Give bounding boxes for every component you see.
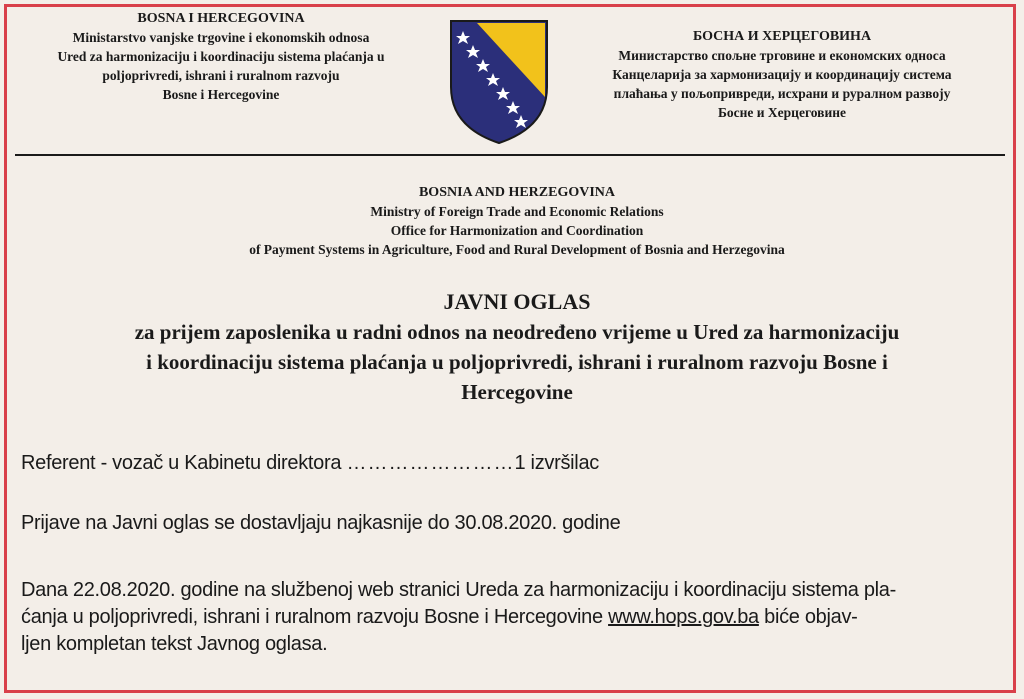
header-right-line4: Босне и Херцеговине [717, 105, 847, 120]
position-name: Referent - vozač u Kabinetu direktora [21, 452, 342, 474]
header-left-line2: Ured za harmonizaciju i koordinaciju sistema plaćanja u [57, 49, 385, 64]
coat-of-arms-icon [447, 17, 551, 147]
announcement-title [47, 287, 987, 407]
deadline-text: Prijave na Javni oglas se dostavljaju najkasnije do 30.08.2020. godine [21, 512, 621, 534]
header-left-line1: Ministarstvo vanjske trgovine i ekonomskih odnosa [72, 30, 370, 45]
header-right-country: БОСНА И ХЕРЦЕГОВИНА [692, 29, 872, 44]
header-center [127, 183, 907, 259]
position-line [21, 450, 991, 477]
title-line3: Hercegovine [461, 380, 573, 404]
header-right-line3: плаћања у пољопривреди, исхрани и руралном развоју [613, 86, 951, 101]
title-line1: za prijem zaposlenika u radni odnos na neodređeno vrijeme u Ured za harmonizaciju [134, 320, 900, 344]
header-right-line1: Министарство спољне трговине и економских односа [618, 48, 946, 63]
publication-text [21, 577, 1006, 658]
position-count: 1 izvršilac [514, 452, 599, 474]
header-center-line3: of Payment Systems in Agriculture, Food and Rural Development of Bosnia and Herzegovina [249, 242, 785, 257]
header-center-line1: Ministry of Foreign Trade and Economic Relations [370, 204, 664, 219]
header-center-country: BOSNIA AND HERZEGOVINA [418, 185, 616, 200]
header-right-line2: Канцеларија за хармонизацију и координацију система [612, 67, 952, 82]
header-left [11, 9, 431, 104]
position-dots: …………………… [346, 452, 515, 474]
title-line2: i koordinaciju sistema plaćanja u poljoprivredi, ishrani i ruralnom razvoju Bosne i [146, 350, 888, 374]
header-right [567, 27, 997, 122]
publication-line1: Dana 22.08.2020. godine na službenoj web stranici Ureda za harmonizaciju i koordinaciju sistema pla- [21, 579, 896, 601]
ad-frame [4, 4, 1016, 693]
header-left-country: BOSNA I HERCEGOVINA [137, 11, 305, 26]
publication-line2 [21, 604, 1006, 631]
title-main: JAVNI OGLAS [443, 289, 591, 314]
website-link[interactable]: www.hops.gov.ba [608, 606, 759, 628]
publication-line2-before: ćanja u poljoprivredi, ishrani i ruralnom razvoju Bosne i Hercegovine [21, 606, 609, 628]
publication-line3: ljen kompletan tekst Javnog oglasa. [21, 633, 328, 655]
header-left-line4: Bosne i Hercegovine [162, 87, 280, 102]
header-left-line3: poljoprivredi, ishrani i ruralnom razvoju [102, 68, 340, 83]
header-center-line2: Office for Harmonization and Coordination [390, 223, 644, 238]
publication-line2-after: biće objav- [758, 606, 858, 628]
header-divider [15, 154, 1005, 156]
